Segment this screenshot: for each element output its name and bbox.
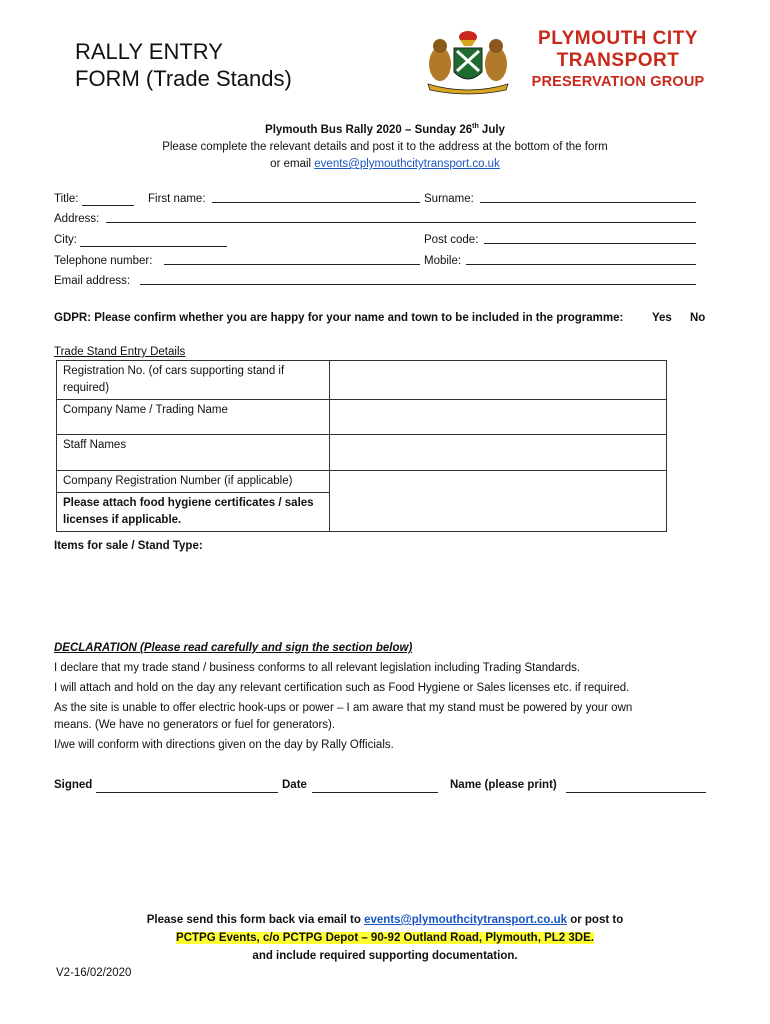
intro-email-link[interactable]: events@plymouthcitytransport.co.uk: [314, 158, 500, 170]
declaration-para-3b: means. (We have no generators or fuel for generators).: [54, 719, 336, 731]
food-hygiene-note: Please attach food hygiene certificates / sales licenses if applicable.: [57, 493, 330, 532]
print-name-label: Name (please print): [450, 779, 557, 791]
company-name-label: Company Name / Trading Name: [57, 400, 330, 435]
form-title-line1: RALLY ENTRY: [75, 39, 223, 64]
declaration-heading: DECLARATION (Please read carefully and sign the section below): [54, 642, 413, 654]
staff-names-input[interactable]: [330, 435, 667, 471]
gdpr-statement: GDPR: Please confirm whether you are happy for your name and town to be included in the programme:: [54, 312, 624, 324]
address-label: Address:: [54, 213, 100, 225]
city-input-line[interactable]: [80, 246, 227, 247]
surname-label: Surname:: [424, 193, 474, 205]
company-reg-number-input[interactable]: [330, 471, 667, 532]
address-input-line[interactable]: [106, 222, 696, 223]
table-row: [57, 435, 667, 471]
footer-send-prefix: Please send this form back via email to: [146, 914, 365, 926]
org-name-line3: PRESERVATION GROUP: [531, 74, 705, 90]
postcode-input-line[interactable]: [484, 243, 696, 244]
company-reg-number-label: Company Registration Number (if applicable): [57, 471, 330, 493]
declaration-para-1: I declare that my trade stand / business conforms to all relevant legislation including Trading Standards.: [54, 662, 581, 674]
table-row: [57, 361, 667, 400]
organisation-logo: [528, 28, 708, 92]
table-row: [57, 471, 667, 493]
telephone-input-line[interactable]: [164, 264, 420, 265]
event-month: July: [478, 123, 505, 136]
intro-instructions: Please complete the relevant details and post it to the address at the bottom of the form: [162, 141, 608, 153]
trade-stand-table: [56, 360, 667, 532]
declaration-para-4: I/we will conform with directions given on the day by Rally Officials.: [54, 739, 394, 751]
event-name: Plymouth Bus Rally 2020 – Sunday 26: [265, 123, 473, 136]
title-label: Title:: [54, 193, 79, 205]
form-title: [75, 38, 292, 92]
date-input-line[interactable]: [312, 792, 438, 793]
date-label: Date: [282, 779, 307, 791]
gdpr-no-option[interactable]: No: [690, 312, 706, 324]
company-name-input[interactable]: [330, 400, 667, 435]
footer-postal-address: PCTPG Events, c/o PCTPG Depot – 90-92 Outland Road, Plymouth, PL2 3DE.: [176, 932, 594, 944]
mobile-input-line[interactable]: [466, 264, 696, 265]
org-name-line1: PLYMOUTH CITY: [538, 28, 698, 49]
registration-input[interactable]: [330, 361, 667, 400]
table-row: [57, 400, 667, 435]
mobile-label: Mobile:: [424, 255, 462, 267]
first-name-label: First name:: [148, 193, 206, 205]
first-name-input-line[interactable]: [212, 202, 420, 203]
declaration-para-2: I will attach and hold on the day any relevant certification such as Food Hygiene or Sales licenses etc. if required.: [54, 682, 630, 694]
footer-send-suffix: or post to: [567, 914, 624, 926]
version-label: V2-16/02/2020: [56, 967, 132, 979]
coat-of-arms-logo: [420, 28, 516, 96]
footer-address-line: [0, 932, 770, 944]
registration-label: Registration No. (of cars supporting stand if required): [57, 361, 330, 400]
form-title-line2: FORM (Trade Stands): [75, 66, 292, 91]
event-date-suffix: th: [472, 123, 479, 130]
email-label: Email address:: [54, 275, 131, 287]
footer-send-line: [0, 914, 770, 926]
footer-email-link[interactable]: events@plymouthcitytransport.co.uk: [364, 914, 567, 926]
staff-names-label: Staff Names: [57, 435, 330, 471]
org-name-line2: TRANSPORT: [556, 50, 680, 71]
surname-input-line[interactable]: [480, 202, 696, 203]
intro-email-prefix: or email: [270, 158, 315, 170]
trade-stand-heading: Trade Stand Entry Details: [54, 346, 186, 358]
signed-input-line[interactable]: [96, 792, 278, 793]
gdpr-yes-option[interactable]: Yes: [652, 312, 672, 324]
postcode-label: Post code:: [424, 234, 479, 246]
city-label: City:: [54, 234, 77, 246]
title-input-line[interactable]: [82, 205, 134, 206]
footer-documentation-note: and include required supporting documentation.: [252, 950, 518, 962]
intro-email-line: [0, 158, 770, 170]
declaration-para-3a: As the site is unable to offer electric hook-ups or power – I am aware that my stand must be powered by your own: [54, 702, 633, 714]
telephone-label: Telephone number:: [54, 255, 153, 267]
items-for-sale-label: Items for sale / Stand Type:: [54, 540, 203, 552]
signed-label: Signed: [54, 779, 93, 791]
print-name-input-line[interactable]: [566, 792, 706, 793]
event-title: [0, 123, 770, 136]
email-input-line[interactable]: [140, 284, 696, 285]
